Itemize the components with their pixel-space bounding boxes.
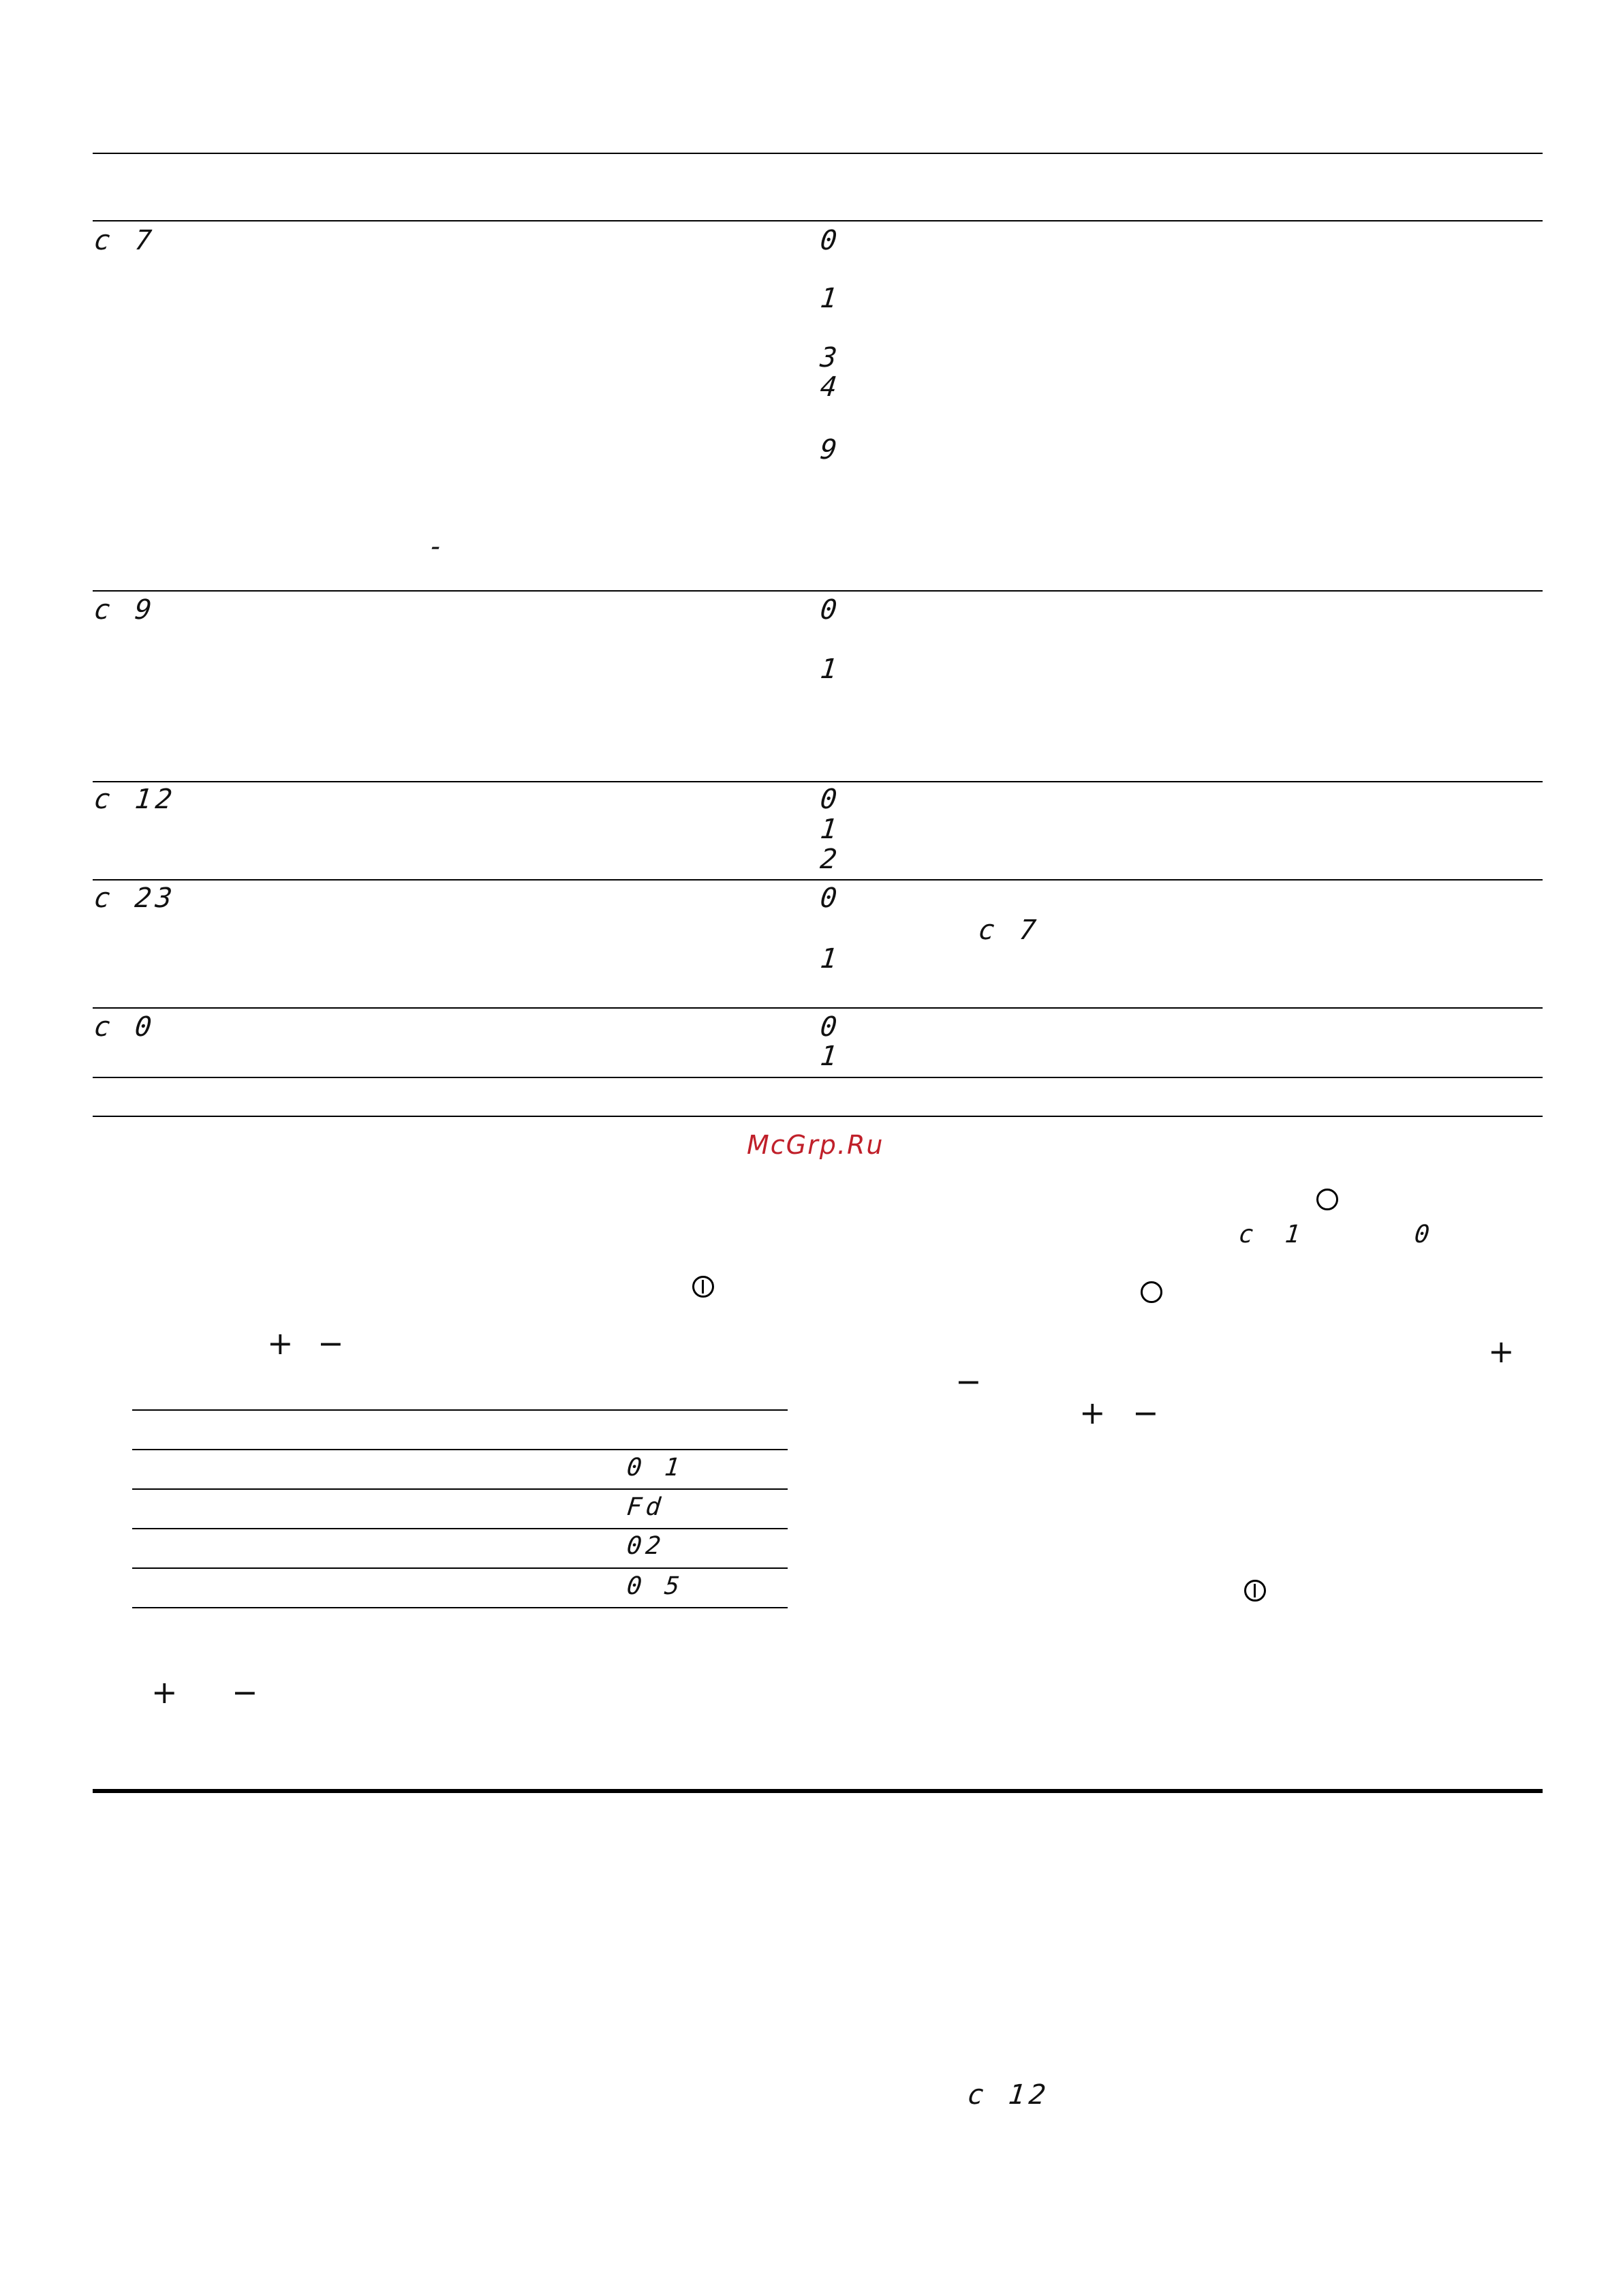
page-section-divider xyxy=(93,1789,1543,1793)
row-c7-value-0: 0 xyxy=(818,225,843,256)
row-c7-value-3: 3 xyxy=(818,342,843,373)
watermark: McGrp.Ru xyxy=(747,1130,884,1160)
row-c0-value-0: 0 xyxy=(818,1011,843,1043)
small-table-header-rule xyxy=(132,1449,788,1450)
row-c0-code: c 0 xyxy=(92,1011,157,1043)
row-c12-value-0: 0 xyxy=(818,784,843,815)
row-divider xyxy=(93,1007,1543,1009)
row-c7-value-4: 4 xyxy=(818,371,843,403)
power-icon xyxy=(1244,1580,1266,1602)
row-c23-value-1: 1 xyxy=(818,943,843,975)
circle-icon xyxy=(1141,1281,1162,1303)
row-divider xyxy=(93,879,1543,881)
row-c7-value-1: 1 xyxy=(818,283,843,314)
row-c0-value-1: 1 xyxy=(818,1041,843,1072)
small-table-value: 0 5 xyxy=(625,1572,685,1600)
minus-icon: − xyxy=(1132,1394,1159,1431)
code-c: c xyxy=(1237,1221,1259,1249)
plus-icon: + xyxy=(1488,1333,1515,1370)
small-table-value: 02 xyxy=(625,1532,666,1560)
row-c7-note-mark: - xyxy=(426,531,450,562)
plus-icon: + xyxy=(1079,1394,1106,1431)
small-table-row-rule xyxy=(132,1567,788,1569)
row-c9-value-0: 0 xyxy=(818,594,843,626)
small-table-value: Fd xyxy=(625,1493,666,1521)
code-1: 1 xyxy=(1283,1221,1305,1249)
row-c7-code: c 7 xyxy=(92,225,157,256)
small-table-row-rule xyxy=(132,1488,788,1490)
table-header-rule xyxy=(93,220,1543,221)
circle-icon xyxy=(1316,1189,1338,1210)
row-c23-code: c 23 xyxy=(92,883,178,914)
small-table-bottom-rule xyxy=(132,1607,788,1608)
table-bottom-rule xyxy=(93,1077,1543,1078)
minus-icon: − xyxy=(232,1674,258,1711)
bottom-code: c 12 xyxy=(965,2079,1051,2111)
row-divider xyxy=(93,781,1543,782)
plus-icon: + xyxy=(151,1674,178,1711)
row-c12-value-2: 2 xyxy=(818,844,843,875)
row-c7-value-9: 9 xyxy=(818,434,843,465)
power-icon xyxy=(692,1276,714,1298)
minus-icon: − xyxy=(955,1363,982,1400)
row-c23-value-0: 0 xyxy=(818,883,843,914)
minus-icon: − xyxy=(318,1325,344,1362)
section-rule xyxy=(93,1116,1543,1117)
code-0: 0 xyxy=(1412,1221,1435,1249)
row-c9-code: c 9 xyxy=(92,594,157,626)
table-top-rule xyxy=(93,153,1543,154)
row-c23-ref-code: c 7 xyxy=(976,915,1042,946)
row-c9-value-1: 1 xyxy=(818,654,843,685)
plus-icon: + xyxy=(267,1325,294,1362)
row-c12-value-1: 1 xyxy=(818,814,843,845)
small-table-row-rule xyxy=(132,1528,788,1529)
small-table-top-rule xyxy=(132,1409,788,1411)
row-c12-code: c 12 xyxy=(92,784,178,815)
small-table-value: 0 1 xyxy=(625,1454,685,1482)
row-divider xyxy=(93,590,1543,592)
